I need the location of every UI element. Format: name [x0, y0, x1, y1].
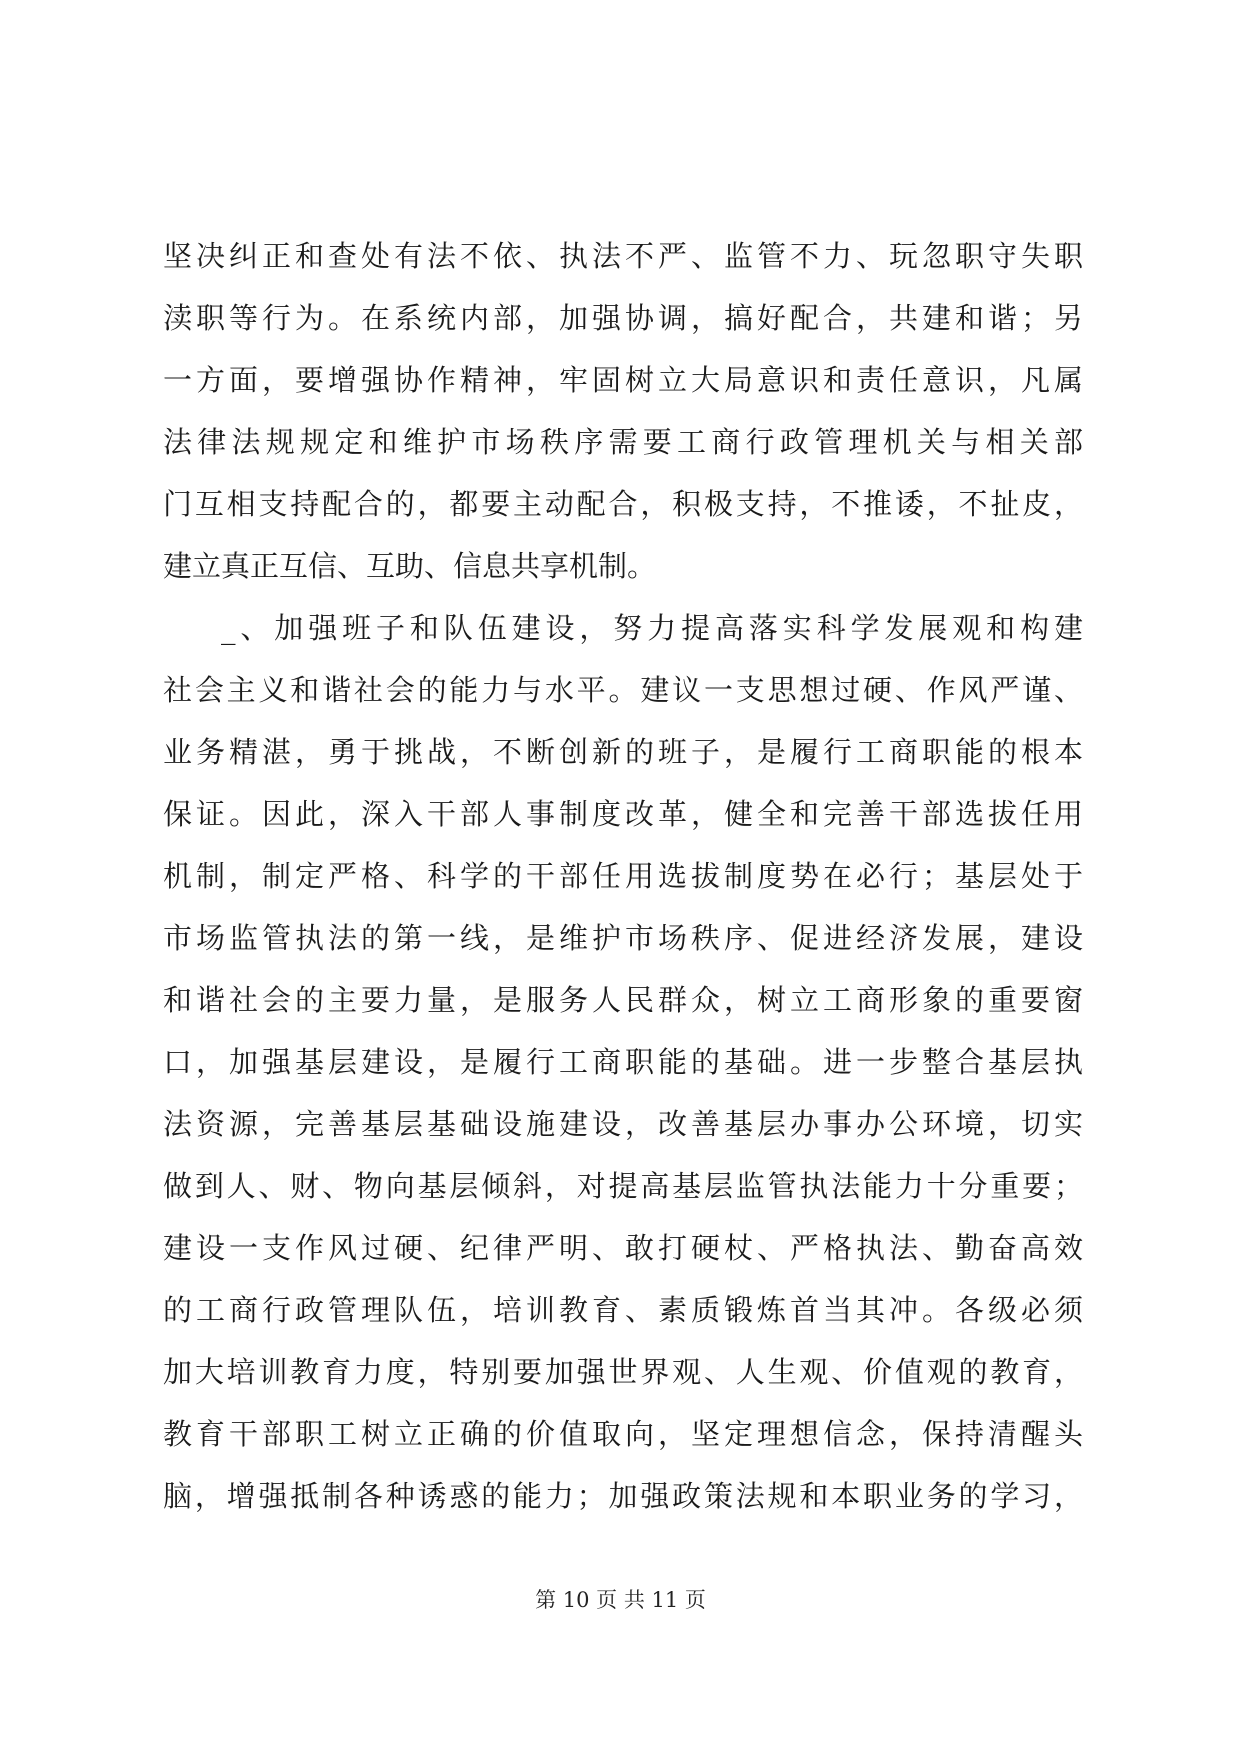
text-line: 坚决纠正和查处有法不依、执法不严、监管不力、玩忽职守失职 — [163, 239, 1083, 273]
text-line: 法律法规规定和维护市场秩序需要工商行政管理机关与相关部 — [163, 425, 1083, 459]
text-line: 渎职等行为。在系统内部，加强协调，搞好配合，共建和谐；另 — [163, 301, 1083, 335]
text-line: 和谐社会的主要力量，是服务人民群众，树立工商形象的重要窗 — [163, 983, 1083, 1017]
body-text — [163, 225, 1083, 1527]
text-line: 业务精湛，勇于挑战，不断创新的班子，是履行工商职能的根本 — [163, 735, 1083, 769]
text-line: 门互相支持配合的，都要主动配合，积极支持，不推诿，不扯皮， — [163, 487, 1083, 521]
text-line: 建设一支作风过硬、纪律严明、敢打硬杖、严格执法、勤奋高效 — [163, 1231, 1083, 1265]
paragraph-first-line: _、加强班子和队伍建设，努力提高落实科学发展观和构建 — [221, 611, 1083, 645]
text-line: 一方面，要增强协作精神，牢固树立大局意识和责任意识，凡属 — [163, 363, 1083, 397]
text-line: 机制，制定严格、科学的干部任用选拔制度势在必行；基层处于 — [163, 859, 1083, 893]
text-line: 口，加强基层建设，是履行工商职能的基础。进一步整合基层执 — [163, 1045, 1083, 1079]
text-line: 市场监管执法的第一线，是维护市场秩序、促进经济发展，建设 — [163, 921, 1083, 955]
text-line: 建立真正互信、互助、信息共享机制。 — [163, 549, 657, 583]
text-line: 社会主义和谐社会的能力与水平。建议一支思想过硬、作风严谨、 — [163, 673, 1083, 707]
text-line: 做到人、财、物向基层倾斜，对提高基层监管执法能力十分重要； — [163, 1169, 1083, 1203]
text-line: 教育干部职工树立正确的价值取向，坚定理想信念，保持清醒头 — [163, 1417, 1083, 1451]
text-line: 法资源，完善基层基础设施建设，改善基层办事办公环境，切实 — [163, 1107, 1083, 1141]
text-line: 加大培训教育力度，特别要加强世界观、人生观、价值观的教育， — [163, 1355, 1083, 1389]
page-number-footer: 第 10 页 共 11 页 — [535, 1588, 706, 1612]
text-line: 脑，增强抵制各种诱惑的能力；加强政策法规和本职业务的学习， — [163, 1479, 1083, 1513]
text-line: 保证。因此，深入干部人事制度改革，健全和完善干部选拔任用 — [163, 797, 1083, 831]
text-line: 的工商行政管理队伍，培训教育、素质锻炼首当其冲。各级必须 — [163, 1293, 1083, 1327]
